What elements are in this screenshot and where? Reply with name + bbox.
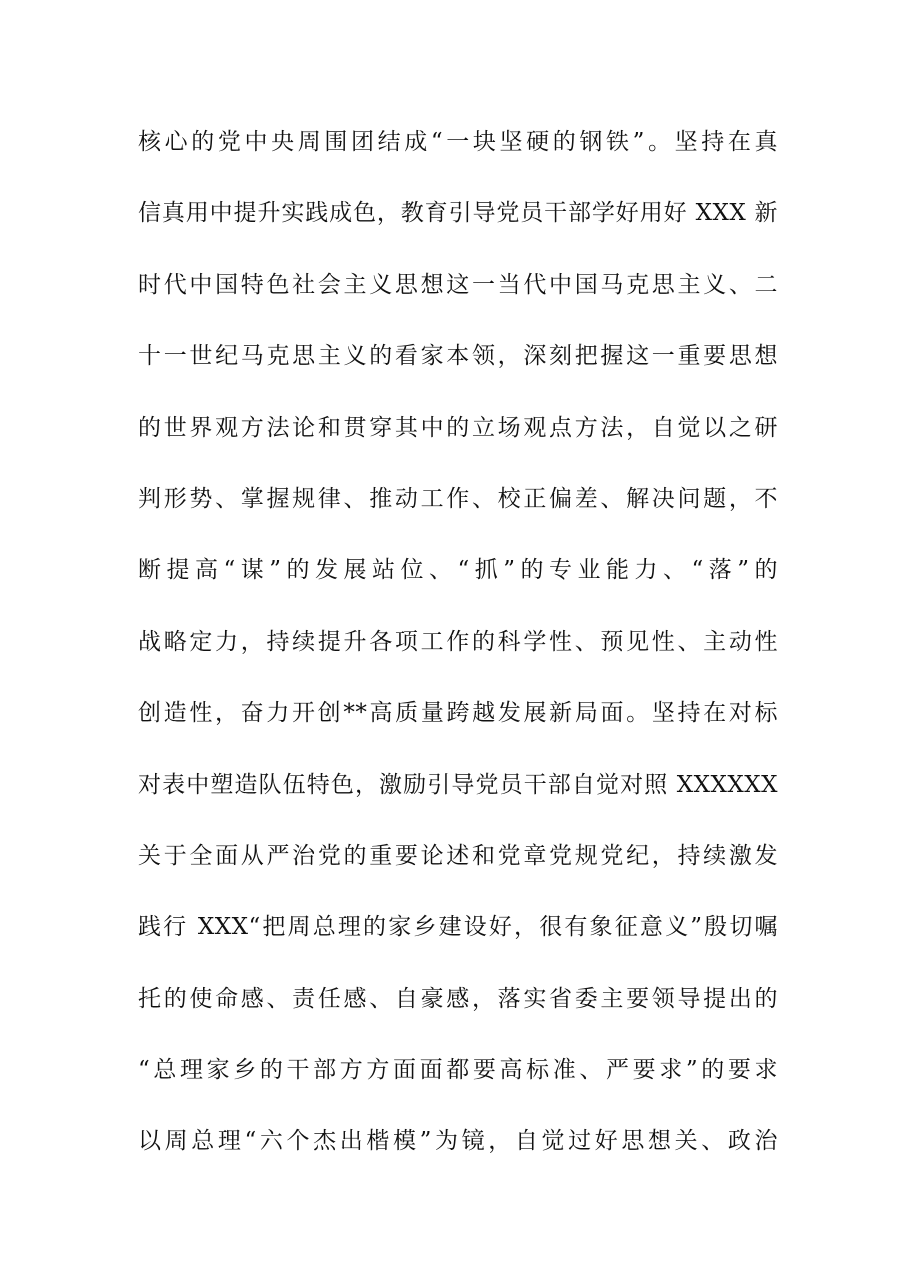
text-line: 的世界观方法论和贯穿其中的立场观点方法，自觉以之研 [138,414,778,441]
text-line: 信真用中提升实践成色，教育引导党员干部学好用好 XXX 新 [138,200,778,227]
text-line: 关于全面从严治党的重要论述和党章党规党纪，持续激发 [138,842,778,869]
text-line: 托的使命感、责任感、自豪感，落实省委主要领导提出的 [138,985,778,1012]
body-text [138,122,778,1193]
text-line: 以周总理“六个杰出楷模”为镜，自觉过好思想关、政治 [138,1128,778,1155]
text-line: “总理家乡的干部方方面面都要高标准、严要求”的要求 [138,1057,778,1084]
text-line: 时代中国特色社会主义思想这一当代中国马克思主义、二 [138,271,778,298]
text-line: 创造性，奋力开创**高质量跨越发展新局面。坚持在对标 [138,700,778,727]
text-line: 判形势、掌握规律、推动工作、校正偏差、解决问题，不 [138,485,778,512]
text-line: 断提高“谋”的发展站位、“抓”的专业能力、“落”的 [138,557,778,584]
text-line: 践行 XXX“把周总理的家乡建设好，很有象征意义”殷切嘱 [138,914,778,941]
text-line: 十一世纪马克思主义的看家本领，深刻把握这一重要思想 [138,343,778,370]
text-line: 对表中塑造队伍特色，激励引导党员干部自觉对照 XXXXXX [138,771,778,798]
text-line: 核心的党中央周围团结成“一块坚硬的钢铁”。坚持在真 [138,129,778,155]
text-line: 战略定力，持续提升各项工作的科学性、预见性、主动性 [138,628,778,655]
